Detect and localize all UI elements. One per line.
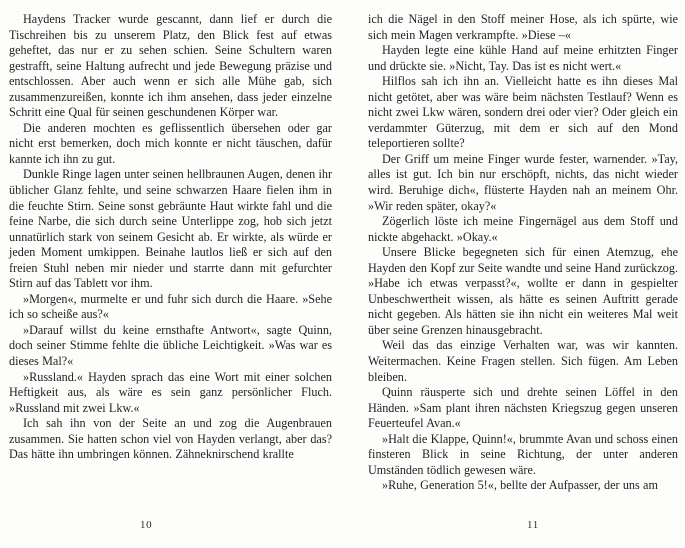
page-number: 11 [527,519,539,531]
paragraph: »Morgen«, murmelte er und fuhr sich durch die Haare. »Sehe ich so scheiße aus?« [9,291,332,322]
paragraph: Der Griff um meine Finger wurde fester, warnender. »Tay, alles ist gut. Ich bin nur erschöpft, nichts, das nicht wieder wird. Beruhige dich«, flüsterte Hayden nah an meinem Ohr. »Wir reden später, okay?« [368,151,678,213]
book-page-right [368,12,678,531]
paragraph: Quinn räusperte sich und drehte seinen Löffel in den Händen. »Sam plant ihren nächsten Kriegszug gegen unseren Feuerteufel Avan.« [368,385,678,431]
paragraph: »Russland.« Hayden sprach das eine Wort mit einer solchen Heftigkeit aus, als wäre es sein ganz persönlicher Fluch. »Russland mit zwei Lkw.« [9,369,332,415]
paragraph: Hayden legte eine kühle Hand auf meine erhitzten Finger und drückte sie. »Nicht, Tay. Das ist es nicht wert.« [368,43,678,73]
paragraph: Unsere Blicke begegneten sich für einen Atemzug, ehe Hayden den Kopf zur Seite wandte und seine Hand zurückzog. »Habe ich etwas verpasst?«, wollte er dann in gespielter Unbeschwertheit wissen, als hätte es seinen Auftritt gerade nicht gegeben. Als hätten sie ihn nicht ein weiteres Mal weit über seine Grenzen hinausgebracht. [368,245,678,337]
paragraph: Weil das das einzige Verhalten war, was wir kannten. Weitermachen. Keine Fragen stellen. Sich fügen. Am Leben bleiben. [368,338,678,384]
paragraph: »Darauf willst du keine ernsthafte Antwort«, sagte Quinn, doch seiner Stimme fehlte die übliche Leichtigkeit. »Was war es dieses Mal?« [9,322,332,369]
paragraph: ich die Nägel in den Stoff meiner Hose, als ich spürte, wie sich mein Magen verkrampfte. »Diese –« [368,12,678,42]
paragraph: »Halt die Klappe, Quinn!«, brummte Avan und schoss einen finsteren Blick in seine Richtung, der unter anderen Umständen tödlich gewesen wäre. [368,431,678,477]
paragraph: Haydens Tracker wurde gescannt, dann lief er durch die Tischreihen bis zu unserem Platz, den Blick fest auf etwas geheftet, das nur er zu sehen schien. Seine Schultern waren gestrafft, seine Haltung aufrecht und jede Bewegung präzise und entschlossen. Aber auch wenn er sich alle Mühe gab, sich zusammenzureißen, konnte ich ihm ansehen, dass jeder einzelne Schritt eine Qual für seinen geschundenen Körper war. [9,12,332,120]
paragraph: »Ruhe, Generation 5!«, bellte der Aufpasser, der uns am [382,478,658,493]
paragraph: Zögerlich löste ich meine Fingernägel aus dem Stoff und nickte abgehackt. »Okay.« [368,214,678,244]
paragraph: Hilflos sah ich ihn an. Vielleicht hatte es ihn dieses Mal nicht getötet, aber was wäre beim nächsten Testlauf? Wenn es nicht zwei Lkw wären, sondern drei oder vier? Oder gleich ein verdammter Güterzug, mit dem er sich auf den Mond teleportieren sollte? [368,74,678,151]
book-page-left [9,12,332,531]
paragraph: Dunkle Ringe lagen unter seinen hellbraunen Augen, denen ihr üblicher Glanz fehlte, und seine schwarzen Haare fielen ihm in die feuchte Stirn. Seine sonst gebräunte Haut wirkte fahl und die feine Narbe, die sich durch seine Unterlippe zog, hob sich jetzt unnatürlich stark von seinem Gesicht ab. Er wirkte, als würde er jeden Moment umkippen. Beinahe lautlos ließ er sich auf den freien Stuhl neben mir nieder und starrte dann mit gefurchter Stirn auf das Tablett vor ihm. [9,167,332,291]
paragraph: Die anderen mochten es geflissentlich übersehen oder gar nicht erst bemerken, doch mich konnte er nicht täuschen, dafür kannte ich ihn zu gut. [9,120,332,166]
paragraph: Ich sah ihn von der Seite an und zog die Augenbrauen zusammen. Sie hatten schon viel von Hayden verlangt, aber das? Das hätte ihn umbringen können. Zähneknirschend krallte [9,416,332,462]
page-number: 10 [140,519,153,531]
